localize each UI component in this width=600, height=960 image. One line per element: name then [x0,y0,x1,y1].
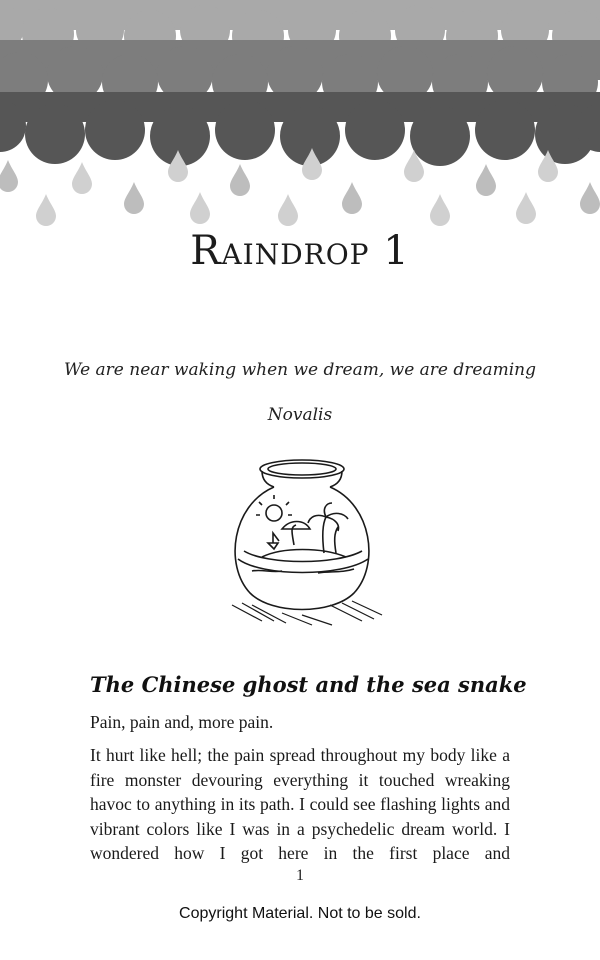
copyright-notice: Copyright Material. Not to be sold. [179,905,421,922]
chapter-title: Raindrop 1 [190,228,410,274]
raindrop-1 [0,160,18,192]
jar-with-island-illustration [222,455,384,630]
raindrop-8 [278,194,298,226]
raindrop-6 [190,192,210,224]
raindrop-4 [124,182,144,214]
raindrop-7 [230,164,250,196]
rain-cloud-banner [0,0,600,240]
raindrop-3 [72,162,92,194]
body-paragraph-2: It hurt like hell; the pain spread throughout my body like a fire monster devouring everything it touched wreaking havoc to anything in its path. I could see flashing lights and vibrant colors like I was in a psychedelic dream world. I wondered how I got here in the first place and [90,745,510,863]
raindrop-14 [516,192,536,224]
raindrop-2 [36,194,56,226]
cloud-front-layer [0,92,600,166]
body-paragraph-1: Pain, pain and, more pain. [90,712,274,732]
page-number: 1 [296,867,304,884]
raindrop-13 [476,164,496,196]
raindrop-16 [580,182,600,214]
section-heading: The Chinese ghost and the sea snake [90,672,527,697]
epigraph-quote: We are near waking when we dream, we are dreaming [63,360,536,380]
raindrop-10 [342,182,362,214]
raindrop-12 [430,194,450,226]
epigraph-author: Novalis [267,405,333,425]
